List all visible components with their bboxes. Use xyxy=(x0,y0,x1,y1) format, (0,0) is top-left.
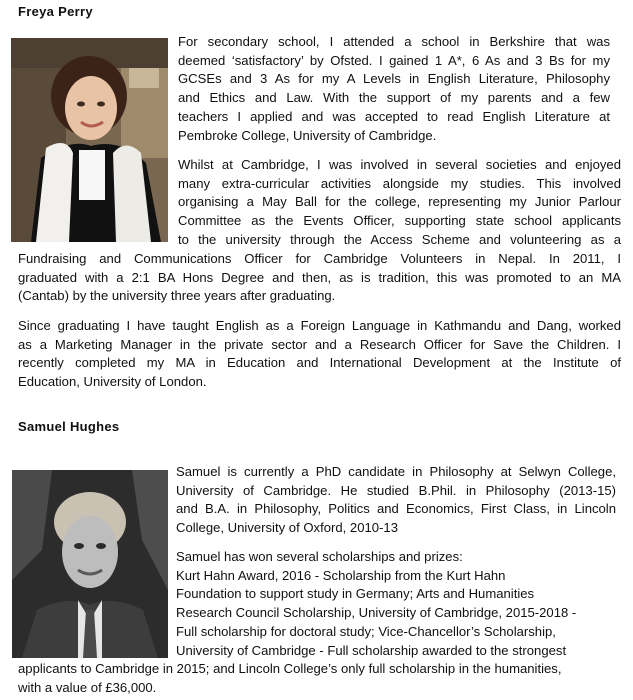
bio-paragraph-4 xyxy=(176,463,616,538)
text-line: University of Cambridge - Full scholarship awarded to the strongest xyxy=(176,642,567,658)
text-line: Samuel is currently a PhD candidate in Philosophy at Selwyn College, xyxy=(176,464,616,479)
bio-paragraph-3 xyxy=(18,317,621,392)
text-line: graduated with a 2:1 BA Hons Degree and then, as is tradition, this was promoted to an MA xyxy=(18,269,621,285)
bio-paragraph-5-wrap xyxy=(176,548,616,660)
portrait-photo-samuel xyxy=(12,470,168,658)
text-line: Full scholarship for doctoral study; Vice-Chancellor’s Scholarship, xyxy=(176,623,556,639)
text-line: teachers I applied and was accepted to read English Literature at xyxy=(178,108,610,124)
bio-paragraph-2-full xyxy=(18,250,621,306)
text-line: (Cantab) by the university three years after graduating. xyxy=(18,288,336,304)
portrait-photo-freya xyxy=(11,38,168,242)
text-line: with a value of £36,000. xyxy=(18,679,157,695)
text-line: Education, University of London. xyxy=(18,374,207,390)
text-line: many extra-curricular activities alongside my studies. This involved xyxy=(178,175,621,191)
text-line: Whilst at Cambridge, I was involved in several societies and enjoyed xyxy=(178,157,621,172)
text-line: GCSEs and 3 As for my A Levels in English Literature, Philosophy xyxy=(178,71,610,87)
text-line: Foundation to support study in Germany; Arts and Humanities xyxy=(176,586,535,602)
text-line: to the university through the Access Scheme and volunteering as a xyxy=(178,231,621,247)
text-line: Samuel has won several scholarships and prizes: xyxy=(176,549,463,564)
text-line: deemed ‘satisfactory’ by Ofsted. I gained 1 A*, 6 As and 3 Bs for my xyxy=(178,52,610,68)
text-line: Research Council Scholarship, University of Cambridge, 2015-2018 - xyxy=(176,605,577,621)
person-name-samuel: Samuel Hughes xyxy=(18,419,120,434)
text-line: Since graduating I have taught English as a Foreign Language in Kathmandu and Dang, worked xyxy=(18,318,621,333)
text-line: College, University of Oxford, 2010-13 xyxy=(176,520,398,536)
text-line: applicants to Cambridge in 2015; and Lincoln College’s only full scholarship in the humanities, xyxy=(18,661,562,676)
text-line: organising a May Ball for the college, representing my Junior Parlour xyxy=(178,194,621,210)
text-line: as a Marketing Manager in the private sector and a Research Officer for Save the Children. I xyxy=(18,336,621,352)
text-line: Kurt Hahn Award, 2016 - Scholarship from the Kurt Hahn xyxy=(176,567,506,583)
bio-paragraph-5-full xyxy=(18,660,621,697)
bio-paragraph-2-wrap xyxy=(178,156,621,250)
text-line: and Ethics and Law. With the support of my parents and a few xyxy=(178,90,610,106)
bio-paragraph-1 xyxy=(178,33,610,145)
text-line: and B.A. in Philosophy, Politics and Economics, First Class, in Lincoln xyxy=(176,501,616,517)
text-line: For secondary school, I attended a school in Berkshire that was xyxy=(178,34,610,49)
text-line: Pembroke College, University of Cambridge. xyxy=(178,127,437,143)
text-line: University of Cambridge. He studied B.Phil. in Philosophy (2013-15) xyxy=(176,482,616,498)
person-name-freya: Freya Perry xyxy=(18,4,93,19)
text-line: Fundraising and Communications Officer for Cambridge Volunteers in Nepal. In 2011, I xyxy=(18,251,621,266)
text-line: Committee as the Events Officer, supporting state school applicants xyxy=(178,213,621,229)
text-line: recently completed my MA in Education and International Development at the Institute of xyxy=(18,355,621,371)
